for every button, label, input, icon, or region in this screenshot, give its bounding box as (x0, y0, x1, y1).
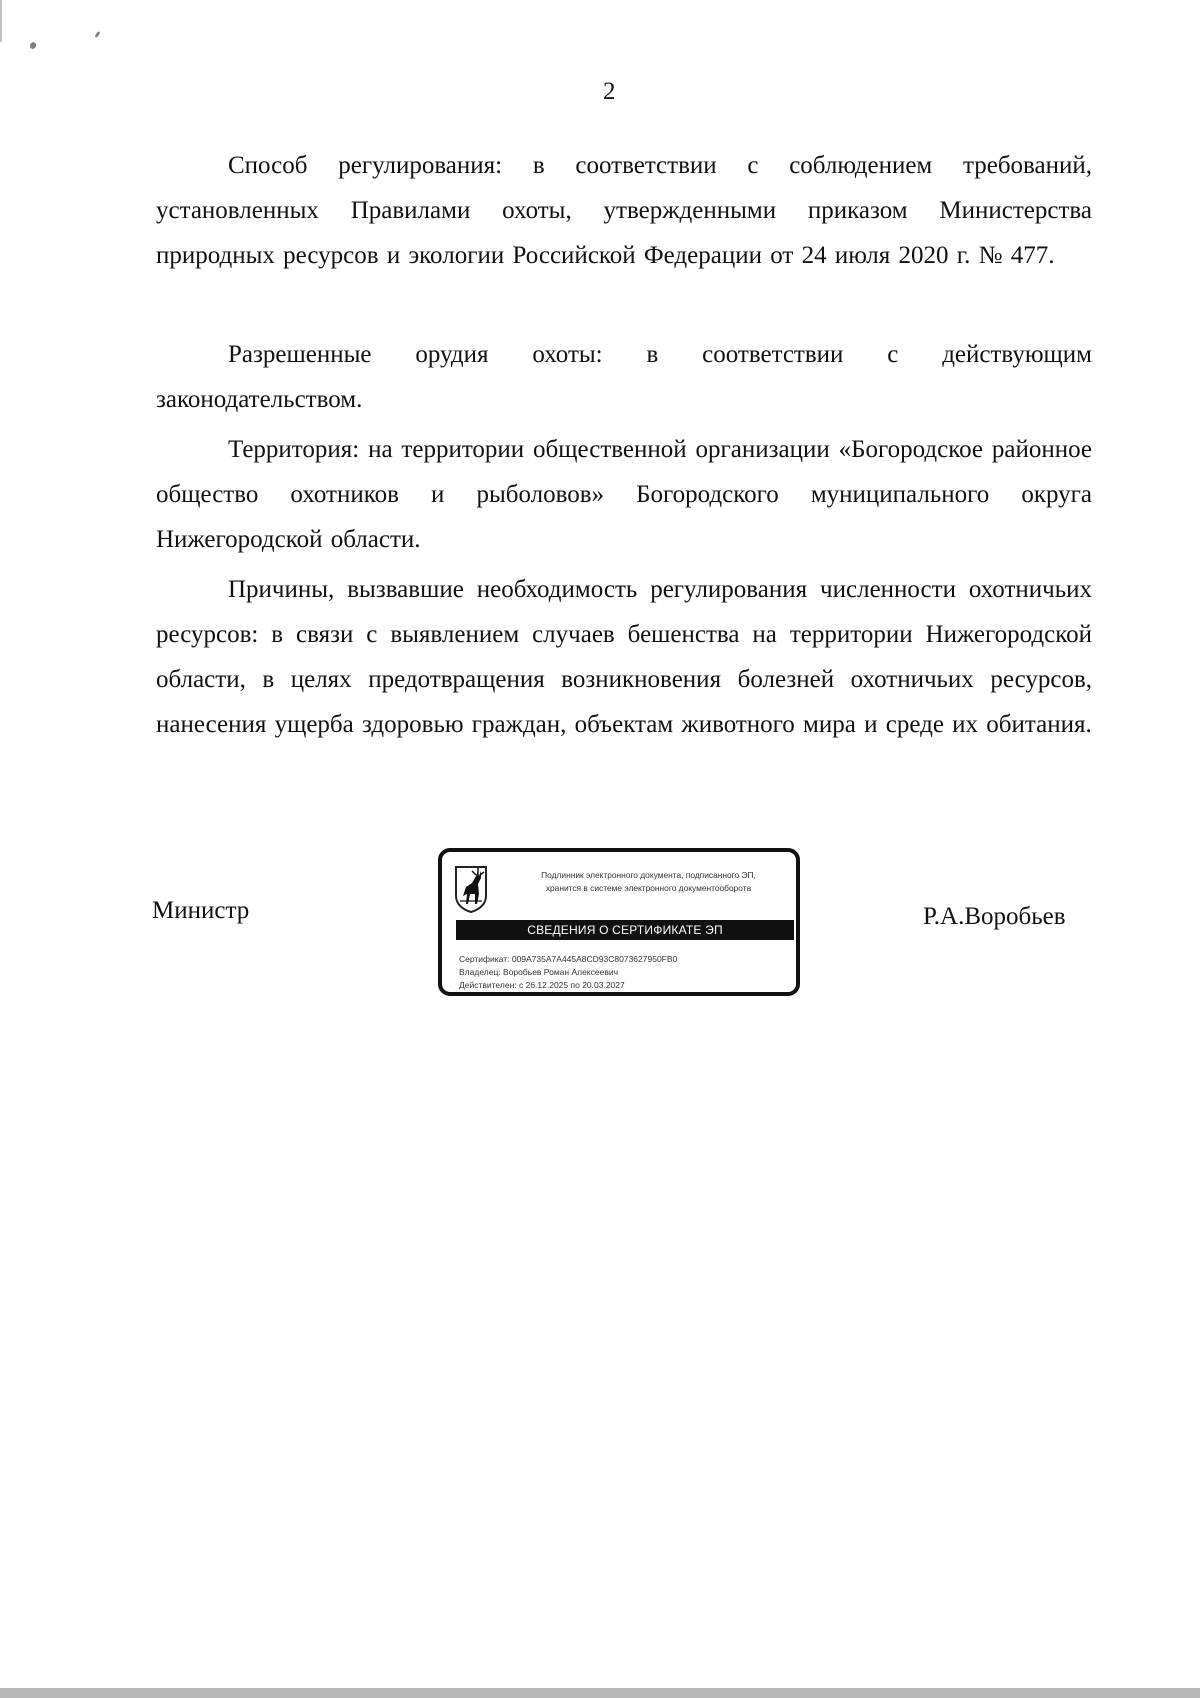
signature-section (0, 840, 1200, 1010)
certificate-owner: Владелец: Воробьев Роман Алексеевич (459, 967, 619, 977)
coat-of-arms-icon (454, 865, 488, 913)
page-number: 2 (603, 78, 616, 105)
certificate-details (459, 953, 789, 992)
signatory-name: Р.А.Воробьев (923, 903, 1066, 930)
stamp-note-line: Подлинник электронного документа, подписанного ЭП, (541, 870, 756, 880)
stamp-note-line: хранится в системе электронного документооборота (545, 883, 752, 893)
signature-position: Министр (152, 897, 250, 924)
scan-bottom-edge (0, 1688, 1200, 1698)
reasons-paragraph: Причины, вызвавшие необходимость регулирования численности охотничьих ресурсов: в связи с выявлением случаев бешенства на территории Нижегородской области, в целях предотвращения возникновения болезней охотничьих ресурсов, нанесения ущерба здоровью граждан, объектам животного мира и среде их обитания. (156, 576, 1092, 738)
scan-speck (94, 31, 100, 38)
hunting-tools-paragraph: Разрешенные орудия охоты: в соответствии с действующим законодательством. (156, 341, 1092, 413)
certificate-validity: Действителен: с 26.12.2025 по 20.03.2027 (459, 980, 625, 990)
territory-paragraph: Территория: на территории общественной организации «Богородское районное общество охотников и рыболовов» Богородского муниципального округа Нижегородской области. (156, 436, 1092, 553)
electronic-signature-stamp (438, 848, 800, 996)
certificate-header: СВЕДЕНИЯ О СЕРТИФИКАТЕ ЭП (456, 920, 794, 940)
certificate-number: Сертификат: 009A735A7A445A8CD93C8073627950FB0 (459, 954, 678, 964)
scan-edge-line (0, 0, 2, 42)
regulation-method-paragraph: Способ регулирования: в соответствии с соблюдением требований, установленных Правилами охоты, утвержденными приказом Министерства природных ресурсов и экологии Российской Федерации от 24 июля 2020 г. № 477. (156, 152, 1092, 269)
scan-speck (29, 41, 37, 50)
stamp-storage-note (506, 869, 791, 895)
